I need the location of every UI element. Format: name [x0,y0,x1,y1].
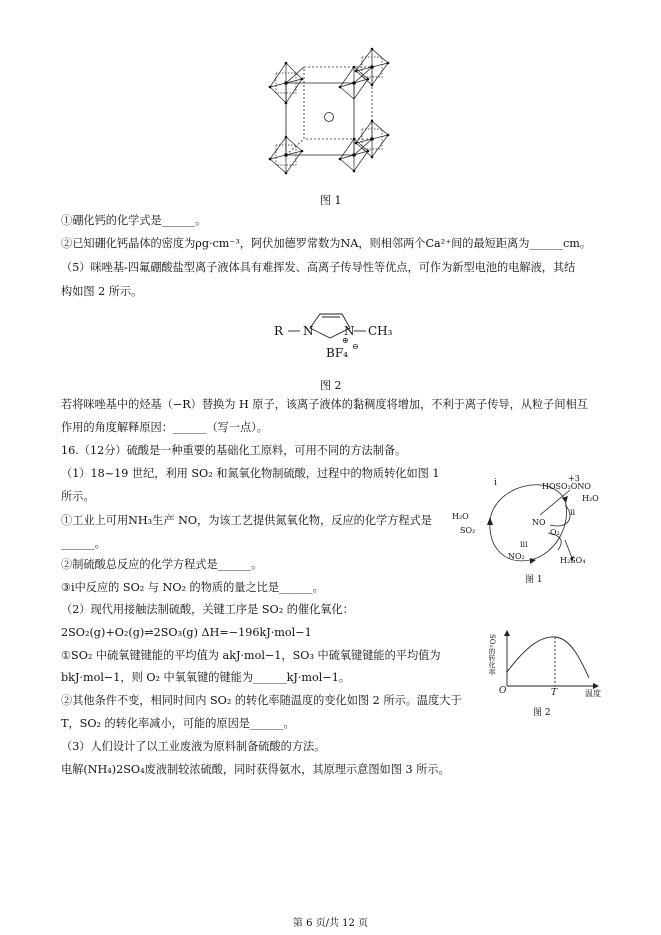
r-group-label: R [274,324,284,338]
cycle-h2so4: H₂SO₄ [560,556,586,565]
q16-p8b: T，SO₂ 的转化率减小，可能的原因是______。 [61,717,295,730]
cycle-no2: NO₂ [508,552,525,561]
q15-line-2: ②已知硼化钙晶体的密度为ρg·cm⁻³，阿伏加德罗常数为NA，则相邻两个Ca²⁺间的最短距离为______cm。 [61,237,592,250]
minus-charge: ⊖ [352,342,359,351]
q15-line-3: （5）咪唑基-四氟硼酸盐型离子液体具有难挥发、高离子传导性等优点，可作为新型电池的电解液，其结 [61,261,576,274]
graph-origin: O [499,686,507,696]
crystal-structure-figure [262,45,398,175]
cycle-h2o-right: H₂O [582,494,599,503]
page-footer: 第 6 页/共 12 页 [292,918,369,929]
cycle-caption: 图 1 [525,575,543,585]
bf4-label: BF₄ [326,346,348,360]
ionic-liquid-structure [270,300,400,370]
q16-title: 16.（12分）硫酸是一种重要的基础化工原料，可用不同的方法制备。 [61,444,407,457]
graph-caption: 图 2 [533,708,551,718]
q16-p10: 电解(NH₄)2SO₄废液制较浓硫酸，同时获得氨水，其原理示意图如图 3 所示。 [61,763,450,776]
cycle-h2o-left: H₂O [452,512,469,521]
q16-p6: 2SO₂(g)+O₂(g)⇌2SO₃(g) ΔH=−196kJ·mol−1 [61,626,312,639]
q16-p7b: bkJ·mol−1，则 O₂ 中氧氧键的键能为______kJ·mol−1。 [61,671,351,684]
q16-p2b: ______。 [61,537,106,550]
cycle-iii: iii [520,540,528,549]
q15-line-6: 作用的角度解释原因：______（写一点）。 [61,421,268,434]
cycle-no: NO [532,518,546,527]
graph-xlabel: 温度 [585,689,601,698]
graph-ylabel: SO₂的转化率 [488,634,496,676]
q16-p3: ②制硫酸总反应的化学方程式是______。 [61,558,263,571]
cycle-i: i [494,478,497,488]
fig1-caption: 图 1 [320,194,342,207]
q16-p2a: ①工业上可用NH₃生产 NO，为该工艺提供氮氧化物，反应的化学方程式是 [61,514,432,527]
q16-p9: （3）人们设计了以工业废液为原料制备硫酸的方法。 [61,740,326,753]
ch3-label: CH₃ [368,324,393,338]
plus-charge: ⊕ [342,336,349,345]
cycle-ii: ii [570,508,576,517]
graph-t-label: T [551,688,558,698]
cycle-plus3: +3 [568,474,580,483]
q15-line-5: 若将咪唑基中的烃基（−R）替换为 H 原子，该离子液体的黏稠度将增加，不利于离子传导，从粒子间相互 [61,398,588,411]
cycle-diagram [450,470,610,585]
q16-p1a: （1）18~19 世纪，利用 SO₂ 和氮氧化物制硫酸，过程中的物质转化如图 1 [61,467,440,480]
q15-line-1: ①硼化钙的化学式是______。 [61,214,207,227]
cycle-so2: SO₂ [460,526,476,535]
q16-p8a: ②其他条件不变，相同时间内 SO₂ 的转化率随温度的变化如图 2 所示。温度大于 [61,694,462,707]
q16-p1b: 所示。 [61,490,95,503]
cycle-o2: O₂ [550,528,560,537]
n1-label: N [303,324,314,338]
q15-line-4: 构如图 2 所示。 [61,285,143,298]
n2-label: N [344,324,355,338]
q16-p5: （2）现代用接触法制硫酸，关键工序是 SO₂ 的催化氧化： [61,603,354,616]
q16-p7a: ①SO₂ 中硫氧键键能的平均值为 akJ·mol−1，SO₃ 中硫氧键键能的平均值为 [61,649,441,662]
conversion-graph [485,628,615,708]
q16-p4: ③ⅰ中反应的 SO₂ 与 NO₂ 的物质的量之比是______。 [61,581,324,594]
cycle-hoso: HOSO₂ONO [542,482,591,491]
fig2-caption: 图 2 [320,379,342,392]
